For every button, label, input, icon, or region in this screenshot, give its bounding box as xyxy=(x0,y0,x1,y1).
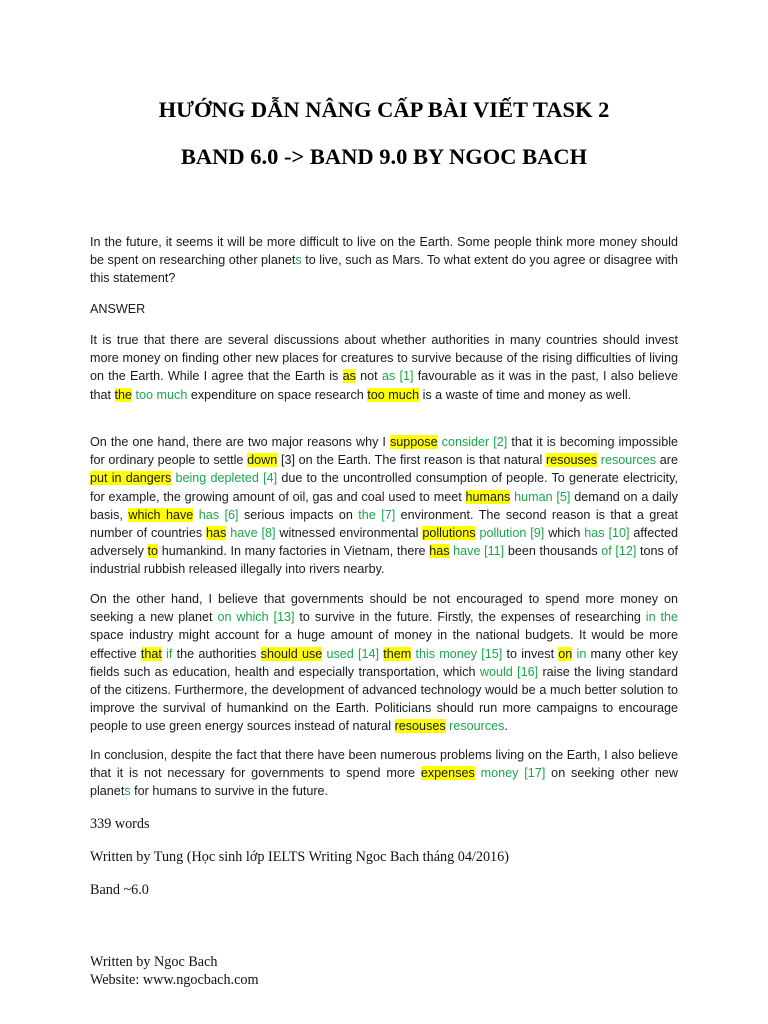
page-footer-author: Written by Ngoc Bach xyxy=(90,954,218,970)
text: witnessed environmental xyxy=(275,526,423,541)
correction: money [17] xyxy=(480,766,546,781)
word-count: 339 words xyxy=(90,816,150,832)
correction: s xyxy=(295,253,302,268)
error-highlight: put in dangers xyxy=(90,471,172,486)
error-highlight: which have xyxy=(128,507,194,522)
error-highlight: on xyxy=(558,646,573,661)
text: many other key fields such as education, health and especially transportation, which xyxy=(90,646,679,679)
error-highlight: expenses xyxy=(420,766,475,781)
text: environment. The second reason is that a great number of countries xyxy=(90,507,678,541)
text: for humans to survive in the future. xyxy=(130,784,329,799)
error-highlight: too much xyxy=(367,387,420,402)
band-score: Band ~6.0 xyxy=(90,882,149,898)
essay-author: Written by Tung (Học sinh lớp IELTS Writing Ngoc Bach tháng 04/2016) xyxy=(90,849,509,865)
error-highlight: pollutions xyxy=(422,526,476,541)
text: . xyxy=(504,719,508,734)
text: expenditure on space research xyxy=(187,387,368,402)
correction: resources xyxy=(600,453,657,468)
text: tons of industrial rubbish released illegally into rivers nearby. xyxy=(90,544,678,577)
text: is a waste of time and money as well. xyxy=(419,387,632,402)
correction: the [7] xyxy=(358,507,396,522)
text: humankind. In many factories in Vietnam, there xyxy=(158,544,430,559)
text: that it is becoming impossible for ordinary people to settle xyxy=(90,435,678,468)
error-highlight: down xyxy=(247,453,278,468)
error-highlight: has xyxy=(206,526,227,541)
error-highlight: that xyxy=(140,646,162,661)
text: to survive in the future. Firstly, the expenses of researching xyxy=(294,610,646,625)
correction: in the xyxy=(645,610,678,625)
error-highlight: suppose xyxy=(389,435,438,449)
correction: pollution [9] xyxy=(479,526,545,541)
correction: have [11] xyxy=(453,544,505,559)
correction: of [12] xyxy=(601,544,637,559)
correction: has [10] xyxy=(584,526,630,541)
correction: in xyxy=(576,646,587,661)
question-text: In the future, it seems it will be more difficult to live on the Earth. Some people think more money should be spent on researching other planet xyxy=(90,235,678,268)
error-highlight: to xyxy=(147,544,159,559)
text: [3] on the Earth. The first reason is that natural xyxy=(277,453,546,468)
document-title: HƯỚNG DẪN NÂNG CẤP BÀI VIẾT TASK 2 xyxy=(158,97,610,122)
error-highlight: resouses xyxy=(394,719,446,734)
text: It is true that there are several discussions about whether authorities in many countries should invest more money on finding other new places for creatures to survive because of the rising difficulties of living on the Earth. While I agree that the Earth is xyxy=(90,333,678,384)
essay-body-paragraph-1 xyxy=(90,433,678,579)
error-highlight: should use xyxy=(260,646,323,661)
correction: this money [15] xyxy=(415,646,503,661)
correction: have [8] xyxy=(230,526,276,541)
correction: s xyxy=(124,784,131,799)
text: On the one hand, there are two major reasons why I xyxy=(90,435,390,449)
correction: if xyxy=(166,646,173,661)
text: demand on a daily basis, xyxy=(90,489,679,522)
essay-conclusion xyxy=(90,746,678,801)
text: due to the uncontrolled consumption of people. To generate electricity, for example, the growing amount of oil, gas and coal used to meet xyxy=(90,471,679,504)
correction: has [6] xyxy=(198,507,239,522)
text: which xyxy=(544,526,585,541)
correction: would [16] xyxy=(479,664,539,679)
text: not xyxy=(355,369,382,384)
text: the authorities xyxy=(172,646,261,661)
error-highlight: the xyxy=(114,387,133,402)
correction: on which [13] xyxy=(217,610,295,625)
correction: being depleted [4] xyxy=(175,471,278,486)
error-highlight: resouses xyxy=(545,453,598,468)
correction: as [1] xyxy=(381,369,414,384)
page-footer-website: Website: www.ngocbach.com xyxy=(90,972,259,988)
error-highlight: them xyxy=(383,646,412,661)
error-highlight: as xyxy=(342,369,356,384)
correction: too much xyxy=(135,387,188,402)
text: In conclusion, despite the fact that there have been numerous problems living on the Earth, I also believe that it is not necessary for governments to spend more xyxy=(90,748,678,781)
question-text: to live, such as Mars. To what extent do you agree or disagree with this statement? xyxy=(90,253,678,286)
correction: consider [2] xyxy=(441,435,508,449)
text: are xyxy=(656,453,678,468)
error-highlight: has xyxy=(429,544,450,559)
text: serious impacts on xyxy=(238,507,359,522)
text: On the other hand, I believe that governments should be not encouraged to spend more money on seeking a new planet xyxy=(90,592,678,625)
text: on seeking other new planet xyxy=(90,766,678,799)
correction: used [14] xyxy=(326,646,380,661)
document-subtitle: BAND 6.0 -> BAND 9.0 BY NGOC BACH xyxy=(180,144,588,169)
essay-body-paragraph-2 xyxy=(90,590,678,736)
error-highlight: humans xyxy=(465,489,511,504)
essay-introduction xyxy=(90,331,678,404)
text: to invest xyxy=(502,646,559,661)
text: space industry might account for a huge amount of money in the national budgets. It would be more effective xyxy=(90,628,678,661)
text: favourable as it was in the past, I also believe that xyxy=(90,369,678,402)
correction: human [5] xyxy=(514,489,571,504)
answer-label: ANSWER xyxy=(90,302,146,316)
text: been thousands xyxy=(504,544,602,559)
essay-question xyxy=(90,233,678,288)
text: raise the living standard of the citizens. Furthermore, the development of advanced technology would be a much better solution to improve the survival of humankind on the Earth. Politicians should run more campaigns to encourage people to use green energy sources instead of natural xyxy=(90,664,678,734)
text: affected adversely xyxy=(90,526,679,559)
correction: resources xyxy=(449,719,505,734)
